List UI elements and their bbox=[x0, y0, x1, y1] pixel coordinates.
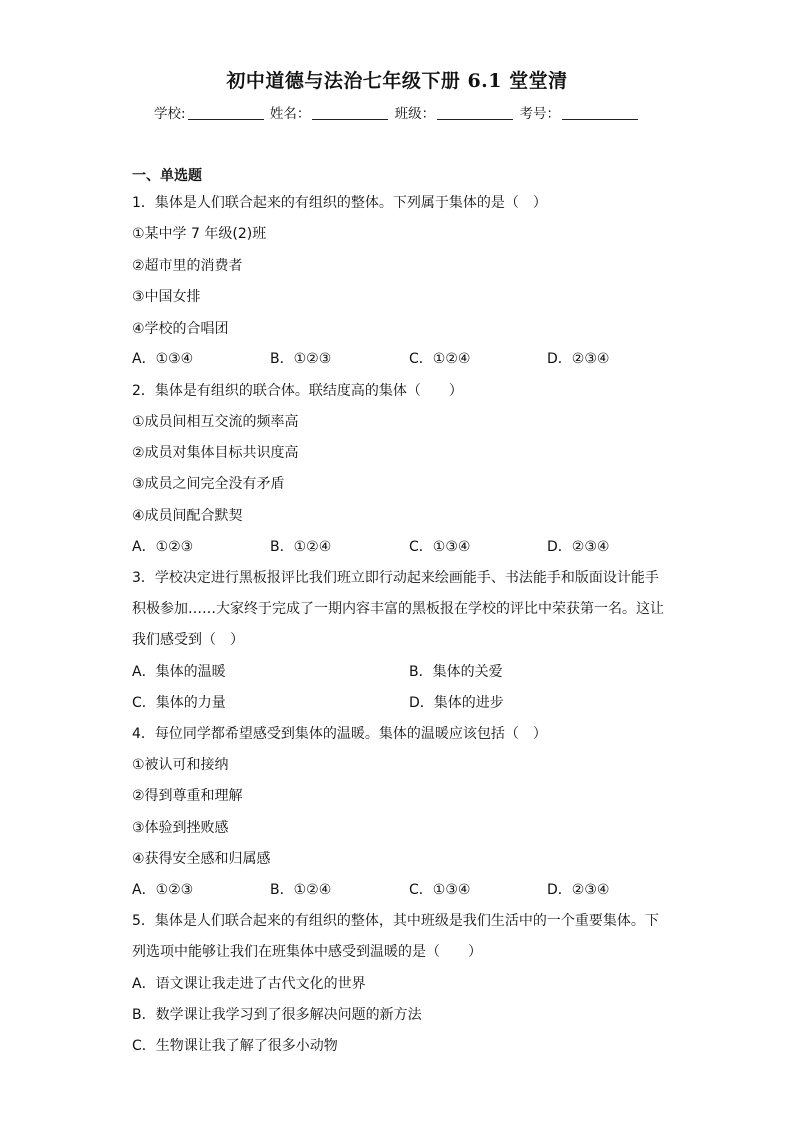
answer-option[interactable]: D．②③④ bbox=[547, 539, 610, 555]
document-title: 初中道德与法治七年级下册 6.1 堂堂清 bbox=[226, 70, 568, 92]
section-title: 一、单选题 bbox=[132, 168, 202, 184]
answer-option[interactable]: B．①②④ bbox=[270, 882, 332, 898]
answer-option[interactable]: C．①③④ bbox=[409, 882, 471, 898]
answer-option[interactable]: C．生物课让我了解了很多小动物 bbox=[132, 1038, 338, 1054]
answer-option[interactable]: D．集体的进步 bbox=[409, 695, 504, 711]
question-item: ①被认可和接纳 bbox=[132, 757, 229, 773]
question-stem: 3．学校决定进行黑板报评比我们班立即行动起来绘画能手、书法能手和版面设计能手 bbox=[132, 570, 659, 586]
question-stem: 4．每位同学都希望感受到集体的温暖。集体的温暖应该包括（ ） bbox=[132, 726, 547, 742]
question-item: ④成员间配合默契 bbox=[132, 508, 243, 524]
question-item: ③成员之间完全没有矛盾 bbox=[132, 476, 285, 492]
name-blank[interactable] bbox=[312, 106, 388, 120]
question-stem: 列选项中能够让我们在班集体中感受到温暖的是（ ） bbox=[132, 944, 482, 960]
answer-option[interactable]: C．①③④ bbox=[409, 539, 471, 555]
exam-no-label: 考号： bbox=[519, 106, 560, 122]
question-item: ②超市里的消费者 bbox=[132, 258, 243, 274]
class-blank[interactable] bbox=[437, 106, 513, 120]
question-item: ①某中学 7 年级(2)班 bbox=[132, 226, 267, 242]
answer-option[interactable]: A．①②③ bbox=[132, 539, 194, 555]
name-label: 姓名： bbox=[269, 106, 311, 122]
answer-option[interactable]: A．集体的温暖 bbox=[132, 664, 226, 680]
question-stem: 我们感受到（ ） bbox=[132, 632, 244, 648]
answer-option[interactable]: A．语文课让我走进了古代文化的世界 bbox=[132, 976, 366, 992]
exam-no-blank[interactable] bbox=[562, 106, 638, 120]
answer-option[interactable]: C．集体的力量 bbox=[132, 695, 226, 711]
question-item: ②得到尊重和理解 bbox=[132, 788, 243, 804]
answer-option[interactable]: B．集体的关爱 bbox=[409, 664, 503, 680]
question-stem: 5．集体是人们联合起来的有组织的整体，其中班级是我们生活中的一个重要集体。下 bbox=[132, 913, 659, 929]
school-label: 学校: bbox=[154, 106, 186, 122]
answer-option[interactable]: A．①③④ bbox=[132, 351, 194, 367]
answer-option[interactable]: B．数学课让我学习到了很多解决问题的新方法 bbox=[132, 1007, 422, 1023]
answer-option[interactable]: A．①②③ bbox=[132, 882, 194, 898]
question-item: ①成员间相互交流的频率高 bbox=[132, 414, 299, 430]
question-item: ③中国女排 bbox=[132, 289, 201, 305]
answer-option[interactable]: D．②③④ bbox=[547, 882, 610, 898]
question-item: ③体验到挫败感 bbox=[132, 820, 229, 836]
answer-option[interactable]: B．①②④ bbox=[270, 539, 332, 555]
student-info-line bbox=[0, 102, 794, 122]
school-blank[interactable] bbox=[188, 106, 264, 120]
question-stem: 积极参加……大家终于完成了一期内容丰富的黑板报在学校的评比中荣获第一名。这让 bbox=[132, 601, 664, 617]
question-stem: 1．集体是人们联合起来的有组织的整体。下列属于集体的是（ ） bbox=[132, 195, 547, 211]
question-item: ④学校的合唱团 bbox=[132, 321, 229, 337]
question-stem: 2．集体是有组织的联合体。联结度高的集体（ ） bbox=[132, 383, 463, 399]
answer-option[interactable]: B．①②③ bbox=[270, 351, 332, 367]
answer-option[interactable]: D．②③④ bbox=[547, 351, 610, 367]
class-label: 班级： bbox=[394, 106, 436, 122]
answer-option[interactable]: C．①②④ bbox=[409, 351, 471, 367]
question-item: ②成员对集体目标共识度高 bbox=[132, 445, 299, 461]
question-item: ④获得安全感和归属感 bbox=[132, 851, 271, 867]
